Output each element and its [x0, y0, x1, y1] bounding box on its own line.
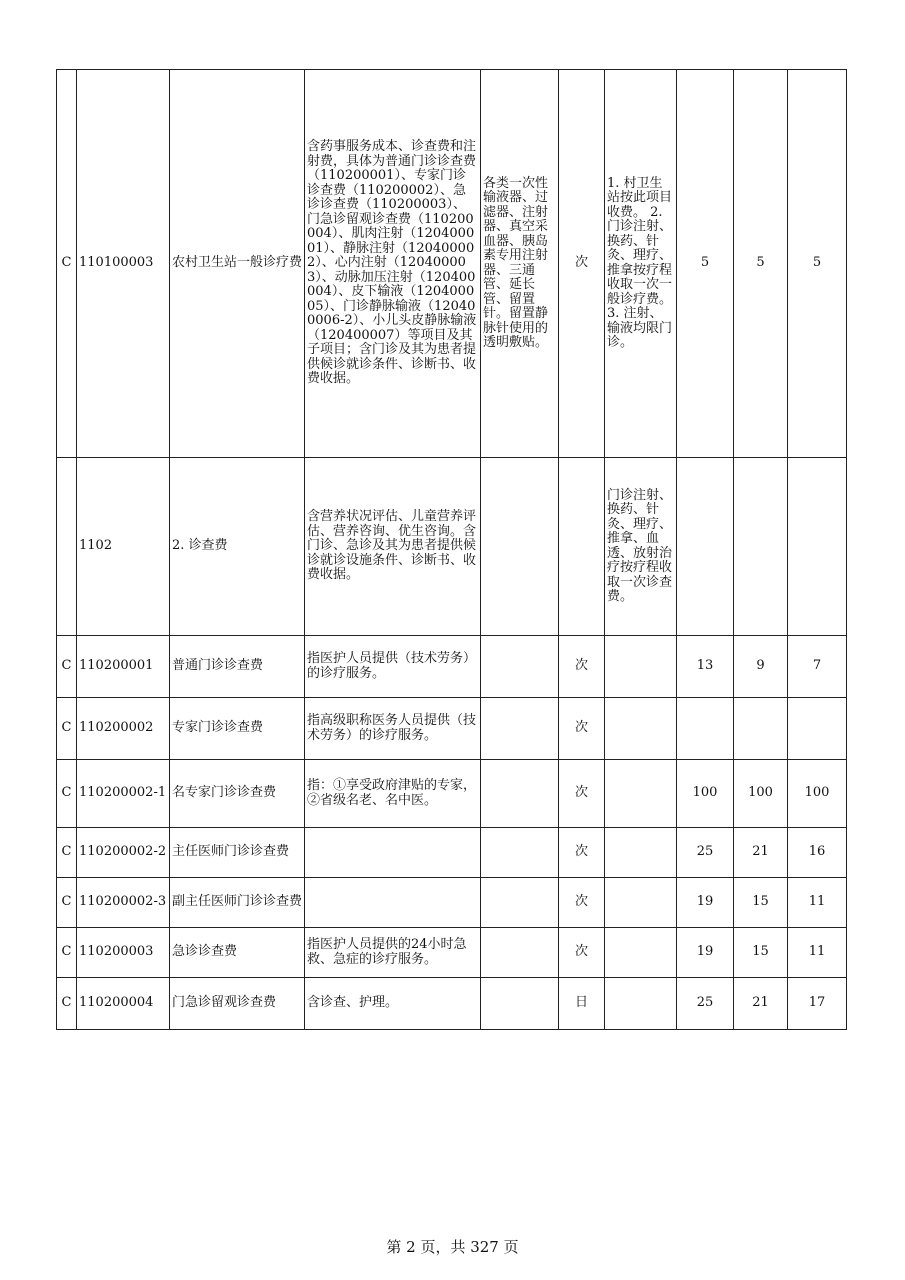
row-price-2-cell — [734, 458, 788, 636]
row-price-1-cell: 25 — [677, 978, 734, 1030]
row-note-cell — [605, 636, 677, 698]
row-price-3-cell: 16 — [788, 828, 847, 878]
row-name-cell: 农村卫生站一般诊疗费 — [170, 70, 305, 458]
table-row — [57, 878, 847, 928]
row-unit-cell: 日 — [559, 978, 605, 1030]
row-note-cell — [605, 978, 677, 1030]
row-unit-cell: 次 — [559, 698, 605, 760]
row-unit-cell: 次 — [559, 878, 605, 928]
table-row — [57, 760, 847, 828]
row-unit-cell: 次 — [559, 636, 605, 698]
row-excluded-cell: 各类一次性输液器、过滤器、注射器、真空采血器、胰岛素专用注射器、三通管、延长管、留置针。留置静脉针使用的透明敷贴。 — [481, 70, 559, 458]
row-price-3-cell: 17 — [788, 978, 847, 1030]
row-excluded-cell — [481, 828, 559, 878]
row-unit-cell: 次 — [559, 760, 605, 828]
row-note-cell — [605, 828, 677, 878]
row-content-cell: 指高级职称医务人员提供（技术劳务）的诊疗服务。 — [305, 698, 481, 760]
row-price-1-cell: 19 — [677, 928, 734, 978]
row-price-1-cell: 25 — [677, 828, 734, 878]
row-content-cell — [305, 878, 481, 928]
row-price-3-cell: 100 — [788, 760, 847, 828]
row-code-cell: 110100003 — [77, 70, 170, 458]
row-note-cell: 门诊注射、换药、针灸、理疗、推拿、血透、放射治疗按疗程收取一次诊查费。 — [605, 458, 677, 636]
row-code-cell: 110200002-3 — [77, 878, 170, 928]
row-content-cell: 指：①享受政府津贴的专家，②省级名老、名中医。 — [305, 760, 481, 828]
row-name-cell: 2. 诊查费 — [170, 458, 305, 636]
row-class-cell: C — [57, 828, 77, 878]
row-price-2-cell: 15 — [734, 928, 788, 978]
row-unit-cell: 次 — [559, 70, 605, 458]
row-excluded-cell — [481, 698, 559, 760]
table-row — [57, 70, 847, 458]
row-content-cell: 含诊查、护理。 — [305, 978, 481, 1030]
row-price-3-cell: 5 — [788, 70, 847, 458]
row-price-2-cell: 5 — [734, 70, 788, 458]
row-price-2-cell: 9 — [734, 636, 788, 698]
row-price-1-cell — [677, 458, 734, 636]
row-price-3-cell: 11 — [788, 928, 847, 978]
row-name-cell: 急诊诊查费 — [170, 928, 305, 978]
row-price-2-cell: 15 — [734, 878, 788, 928]
row-name-cell: 门急诊留观诊查费 — [170, 978, 305, 1030]
row-content-cell: 含药事服务成本、诊查费和注射费，具体为普通门诊诊查费（110200001）、专家门诊诊查费（110200002）、急诊诊查费（110200003）、门急诊留观诊查费（110200004）、肌肉注射（120400001）、静脉注射（120400002）、心内注射（120400003）、动脉加压注射（120400004）、皮下输液（120400005）、门诊静脉输液（120400006-2）、小儿头皮静脉输液（120400007）等项目及其子项目；含门诊及其为患者提供候诊就诊条件、诊断书、收费收据。 — [305, 70, 481, 458]
row-price-2-cell: 100 — [734, 760, 788, 828]
row-code-cell: 110200003 — [77, 928, 170, 978]
row-code-cell: 110200002-1 — [77, 760, 170, 828]
row-price-1-cell — [677, 698, 734, 760]
row-price-3-cell — [788, 698, 847, 760]
row-excluded-cell — [481, 978, 559, 1030]
row-class-cell: C — [57, 928, 77, 978]
row-price-3-cell: 7 — [788, 636, 847, 698]
row-name-cell: 主任医师门诊诊查费 — [170, 828, 305, 878]
row-unit-cell: 次 — [559, 928, 605, 978]
row-class-cell: C — [57, 978, 77, 1030]
row-note-cell — [605, 928, 677, 978]
row-price-1-cell: 13 — [677, 636, 734, 698]
row-price-2-cell: 21 — [734, 828, 788, 878]
row-unit-cell — [559, 458, 605, 636]
row-note-cell: 1. 村卫生站按此项目收费。 2. 门诊注射、换药、针灸、理疗、推拿按疗程收取一次一般诊疗费。 3. 注射、输液均限门诊。 — [605, 70, 677, 458]
row-note-cell — [605, 698, 677, 760]
row-price-3-cell — [788, 458, 847, 636]
row-class-cell: C — [57, 636, 77, 698]
row-code-cell: 110200002 — [77, 698, 170, 760]
row-code-cell: 110200002-2 — [77, 828, 170, 878]
row-name-cell: 名专家门诊诊查费 — [170, 760, 305, 828]
row-excluded-cell — [481, 928, 559, 978]
row-price-1-cell: 19 — [677, 878, 734, 928]
row-content-cell: 指医护人员提供（技术劳务）的诊疗服务。 — [305, 636, 481, 698]
row-unit-cell: 次 — [559, 828, 605, 878]
table-row — [57, 698, 847, 760]
table-row — [57, 636, 847, 698]
row-class-cell: C — [57, 698, 77, 760]
row-class-cell: C — [57, 760, 77, 828]
row-class-cell — [57, 458, 77, 636]
table-row — [57, 978, 847, 1030]
row-content-cell — [305, 828, 481, 878]
fee-table — [56, 69, 847, 1030]
row-content-cell: 指医护人员提供的24小时急救、急症的诊疗服务。 — [305, 928, 481, 978]
row-price-2-cell — [734, 698, 788, 760]
row-price-1-cell: 5 — [677, 70, 734, 458]
row-name-cell: 副主任医师门诊诊查费 — [170, 878, 305, 928]
row-name-cell: 普通门诊诊查费 — [170, 636, 305, 698]
row-excluded-cell — [481, 878, 559, 928]
row-code-cell: 110200001 — [77, 636, 170, 698]
row-excluded-cell — [481, 458, 559, 636]
page-footer: 第 2 页，共 327 页 — [386, 1238, 519, 1256]
row-code-cell: 110200004 — [77, 978, 170, 1030]
row-excluded-cell — [481, 636, 559, 698]
row-class-cell: C — [57, 878, 77, 928]
row-name-cell: 专家门诊诊查费 — [170, 698, 305, 760]
table-row — [57, 458, 847, 636]
row-content-cell: 含营养状况评估、儿童营养评估、营养咨询、优生咨询。含门诊、急诊及其为患者提供候诊就诊设施条件、诊断书、收费收据。 — [305, 458, 481, 636]
row-code-cell: 1102 — [77, 458, 170, 636]
row-price-1-cell: 100 — [677, 760, 734, 828]
row-note-cell — [605, 878, 677, 928]
row-price-2-cell: 21 — [734, 978, 788, 1030]
table-row — [57, 828, 847, 878]
row-note-cell — [605, 760, 677, 828]
table-row — [57, 928, 847, 978]
row-excluded-cell — [481, 760, 559, 828]
row-price-3-cell: 11 — [788, 878, 847, 928]
row-class-cell: C — [57, 70, 77, 458]
